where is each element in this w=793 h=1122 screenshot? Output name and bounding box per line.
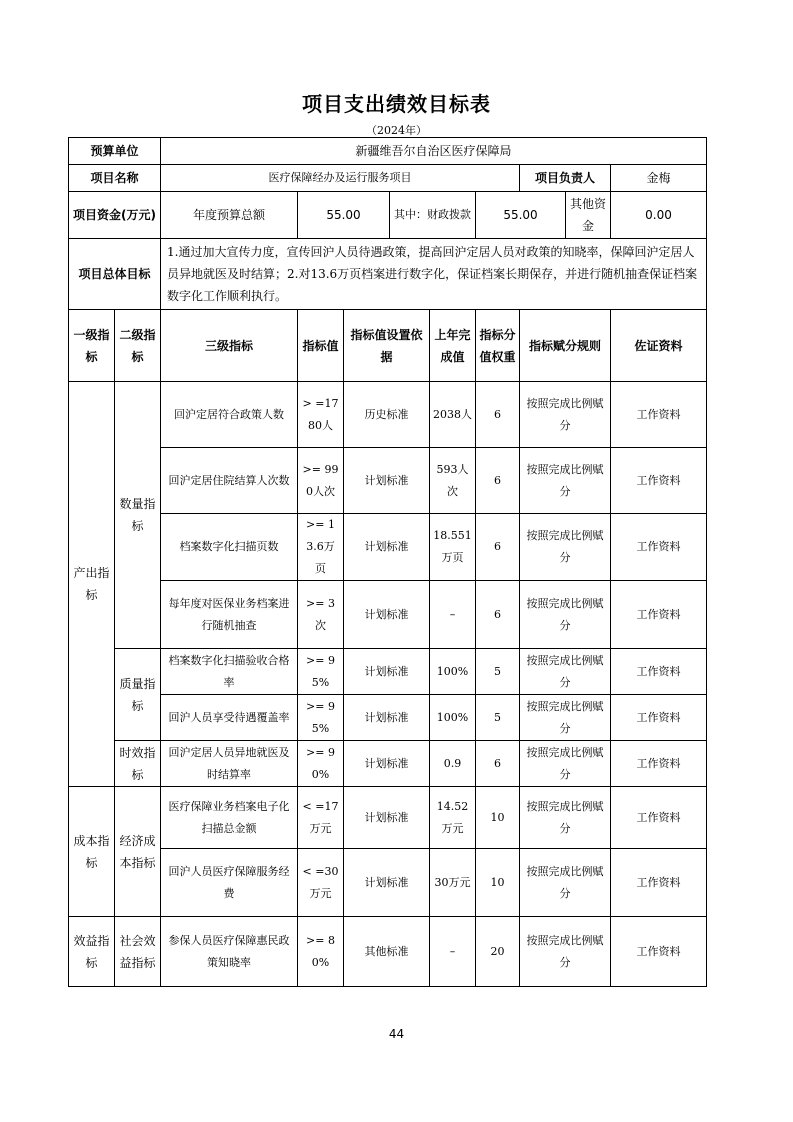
- header-level2: 二级指标: [115, 310, 161, 382]
- indicator-value: >= 90%: [298, 741, 344, 787]
- table-row: [69, 917, 707, 987]
- annual-budget-label: 年度预算总额: [161, 192, 298, 239]
- indicator-value: >= 80%: [298, 917, 344, 987]
- indicator-weight: 5: [476, 695, 520, 741]
- header-level3: 三级指标: [161, 310, 298, 382]
- goal-label: 项目总体目标: [69, 239, 161, 310]
- indicator-name: 每年度对医保业务档案进行随机抽查: [161, 581, 298, 649]
- budget-unit-label: 预算单位: [69, 138, 161, 165]
- project-name-value: 医疗保障经办及运行服务项目: [161, 165, 520, 192]
- other-funds-value: 0.00: [611, 192, 707, 239]
- header-basis: 指标值设置依据: [344, 310, 430, 382]
- indicator-rule: 按照完成比例赋分: [520, 382, 611, 448]
- indicator-evidence: 工作资料: [611, 741, 707, 787]
- level2-cell: 数量指标: [115, 382, 161, 649]
- goal-row: [69, 239, 707, 310]
- indicator-basis: 历史标准: [344, 382, 430, 448]
- indicator-last-year: 100%: [430, 649, 476, 695]
- indicator-last-year: –: [430, 581, 476, 649]
- indicator-evidence: 工作资料: [611, 695, 707, 741]
- header-value: 指标值: [298, 310, 344, 382]
- header-rule: 指标赋分规则: [520, 310, 611, 382]
- indicator-value: >= 3次: [298, 581, 344, 649]
- header-last-year: 上年完成值: [430, 310, 476, 382]
- annual-budget-value: 55.00: [298, 192, 390, 239]
- indicator-rule: 按照完成比例赋分: [520, 514, 611, 581]
- table-row: [69, 787, 707, 849]
- level1-cell: 效益指标: [69, 917, 115, 987]
- level2-cell: 经济成本指标: [115, 787, 161, 917]
- project-name-row: [69, 165, 707, 192]
- header-weight: 指标分值权重: [476, 310, 520, 382]
- indicator-basis: 计划标准: [344, 514, 430, 581]
- indicator-last-year: 18.551万页: [430, 514, 476, 581]
- indicator-name: 回沪人员享受待遇覆盖率: [161, 695, 298, 741]
- funds-label: 项目资金(万元): [69, 192, 161, 239]
- indicator-evidence: 工作资料: [611, 448, 707, 514]
- indicator-name: 参保人员医疗保障惠民政策知晓率: [161, 917, 298, 987]
- page-title: 项目支出绩效目标表: [302, 92, 491, 116]
- level2-cell: 质量指标: [115, 649, 161, 741]
- indicator-value: >= 95%: [298, 649, 344, 695]
- indicator-basis: 计划标准: [344, 787, 430, 849]
- indicator-value: < =17万元: [298, 787, 344, 849]
- indicator-rule: 按照完成比例赋分: [520, 581, 611, 649]
- indicator-weight: 6: [476, 514, 520, 581]
- indicator-last-year: 30万元: [430, 849, 476, 917]
- indicator-evidence: 工作资料: [611, 917, 707, 987]
- indicator-name: 回沪定居住院结算人次数: [161, 448, 298, 514]
- performance-table: [68, 137, 707, 987]
- indicator-weight: 6: [476, 448, 520, 514]
- other-funds-label: 其他资金: [566, 192, 611, 239]
- indicator-basis: 计划标准: [344, 448, 430, 514]
- indicator-last-year: –: [430, 917, 476, 987]
- table-row: [69, 695, 707, 741]
- goal-text: 1.通过加大宣传力度，宣传回沪人员待遇政策，提高回沪定居人员对政策的知晓率，保障回沪定居人员异地就医及时结算；2.对13.6万页档案进行数字化，保证档案长期保存，并进行随机抽查保证档案数字化工作顺利执行。: [161, 239, 707, 310]
- indicator-basis: 计划标准: [344, 741, 430, 787]
- header-row: [69, 310, 707, 382]
- indicator-value: >= 95%: [298, 695, 344, 741]
- indicator-last-year: 0.9: [430, 741, 476, 787]
- indicator-weight: 5: [476, 649, 520, 695]
- table-row: [69, 649, 707, 695]
- indicator-rule: 按照完成比例赋分: [520, 448, 611, 514]
- table-row: [69, 448, 707, 514]
- table-row: [69, 581, 707, 649]
- table-row: [69, 741, 707, 787]
- indicator-basis: 其他标准: [344, 917, 430, 987]
- budget-unit-row: [69, 138, 707, 165]
- table-row: [69, 514, 707, 581]
- indicator-rule: 按照完成比例赋分: [520, 849, 611, 917]
- indicator-basis: 计划标准: [344, 695, 430, 741]
- page-number: 44: [388, 1027, 405, 1041]
- level2-cell: 时效指标: [115, 741, 161, 787]
- header-level1: 一级指标: [69, 310, 115, 382]
- level1-cell: 成本指标: [69, 787, 115, 917]
- indicator-basis: 计划标准: [344, 581, 430, 649]
- indicator-last-year: 593人次: [430, 448, 476, 514]
- indicator-name: 档案数字化扫描页数: [161, 514, 298, 581]
- indicator-last-year: 14.52万元: [430, 787, 476, 849]
- fiscal-value: 55.00: [476, 192, 566, 239]
- indicator-rule: 按照完成比例赋分: [520, 787, 611, 849]
- manager-label: 项目负责人: [520, 165, 611, 192]
- indicator-name: 回沪人员医疗保障服务经费: [161, 849, 298, 917]
- indicator-weight: 10: [476, 787, 520, 849]
- indicator-rule: 按照完成比例赋分: [520, 741, 611, 787]
- project-name-label: 项目名称: [69, 165, 161, 192]
- indicator-weight: 10: [476, 849, 520, 917]
- indicator-name: 医疗保障业务档案电子化扫描总金额: [161, 787, 298, 849]
- indicator-name: 回沪定居人员异地就医及时结算率: [161, 741, 298, 787]
- indicator-value: >= 13.6万页: [298, 514, 344, 581]
- indicator-evidence: 工作资料: [611, 581, 707, 649]
- indicator-evidence: 工作资料: [611, 382, 707, 448]
- indicator-evidence: 工作资料: [611, 649, 707, 695]
- indicator-evidence: 工作资料: [611, 514, 707, 581]
- indicator-rule: 按照完成比例赋分: [520, 695, 611, 741]
- funds-row: [69, 192, 707, 239]
- indicator-weight: 6: [476, 581, 520, 649]
- fiscal-label: 其中：财政拨款: [390, 192, 476, 239]
- indicator-name: 档案数字化扫描验收合格率: [161, 649, 298, 695]
- manager-value: 金梅: [611, 165, 707, 192]
- indicator-basis: 计划标准: [344, 649, 430, 695]
- indicator-evidence: 工作资料: [611, 849, 707, 917]
- header-evidence: 佐证资料: [611, 310, 707, 382]
- indicator-evidence: 工作资料: [611, 787, 707, 849]
- indicator-rule: 按照完成比例赋分: [520, 917, 611, 987]
- indicator-basis: 计划标准: [344, 849, 430, 917]
- indicator-last-year: 100%: [430, 695, 476, 741]
- budget-unit-value: 新疆维吾尔自治区医疗保障局: [161, 138, 707, 165]
- table-row: [69, 849, 707, 917]
- level1-cell: 产出指标: [69, 382, 115, 787]
- indicator-weight: 6: [476, 382, 520, 448]
- year-label: （2024年）: [366, 124, 427, 137]
- indicator-value: > =1780人: [298, 382, 344, 448]
- indicator-last-year: 2038人: [430, 382, 476, 448]
- indicator-value: < =30万元: [298, 849, 344, 917]
- indicator-weight: 20: [476, 917, 520, 987]
- indicator-value: >= 990人次: [298, 448, 344, 514]
- table-row: [69, 382, 707, 448]
- indicator-weight: 6: [476, 741, 520, 787]
- level2-cell: 社会效益指标: [115, 917, 161, 987]
- indicator-rule: 按照完成比例赋分: [520, 649, 611, 695]
- indicator-name: 回沪定居符合政策人数: [161, 382, 298, 448]
